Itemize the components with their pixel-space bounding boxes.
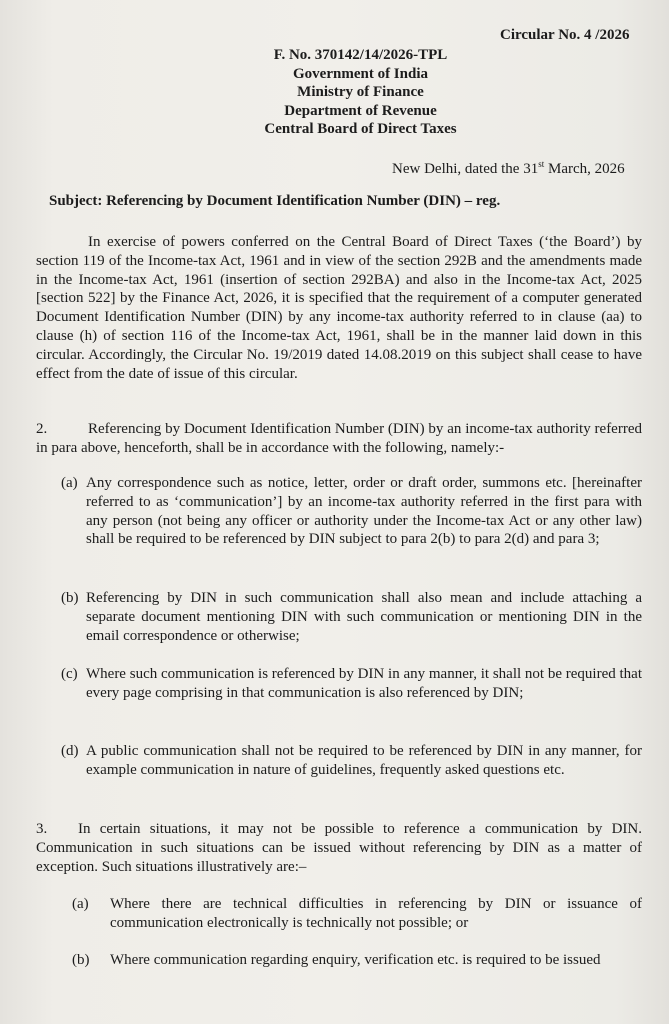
item-text: Any correspondence such as notice, letter, order or draft order, summons etc. [hereinafter referred to as ‘communication’] by an income-tax authority referred in the first para with any person (not being any officer or authority under the Income-tax Act or any other law) shall be required to be referenced by DIN subject to para 2(b) to para 2(d) and para 3; xyxy=(86,475,642,548)
item-text: Where communication regarding enquiry, verification etc. is required to be issued xyxy=(110,952,601,968)
paragraph-text: Referencing by Document Identification Number (DIN) by an income-tax authority referred in para above, henceforth, shall be in accordance with the following, namely:- xyxy=(36,421,642,456)
list-item xyxy=(61,474,642,549)
list-item xyxy=(61,589,642,645)
list-item xyxy=(72,895,642,933)
circular-number: Circular No. 4 /2026 xyxy=(500,27,630,43)
item-text: Where such communication is referenced by DIN in any manner, it shall not be required that every page comprising in that communication is also referenced by DIN; xyxy=(86,666,642,701)
item-label: (b) xyxy=(61,590,79,606)
header-board: Central Board of Direct Taxes xyxy=(264,121,457,137)
document-header xyxy=(0,46,669,139)
paragraph-number: 2. xyxy=(36,421,48,437)
item-label: (a) xyxy=(61,475,78,491)
subject-line: Subject: Referencing by Document Identification Number (DIN) – reg. xyxy=(49,193,501,209)
file-number: F. No. 370142/14/2026-TPL xyxy=(273,47,448,63)
paragraph-number: 3. xyxy=(36,821,48,837)
list-item xyxy=(61,665,642,703)
item-text: Referencing by DIN in such communication shall also mean and include attaching a separate document mentioning DIN with such communication or mentioning DIN in the email correspondence or otherwise; xyxy=(86,590,642,644)
item-text: Where there are technical difficulties in referencing by DIN or issuance of communication electronically is technically not possible; or xyxy=(110,896,642,931)
header-ministry: Ministry of Finance xyxy=(297,84,424,100)
issue-date xyxy=(392,159,625,178)
item-label: (c) xyxy=(61,666,78,682)
item-label: (b) xyxy=(72,952,90,968)
item-label: (d) xyxy=(61,743,79,759)
paragraph-2 xyxy=(36,420,642,458)
paragraph-1: In exercise of powers conferred on the Central Board of Direct Taxes (‘the Board’) by section 119 of the Income-tax Act, 1961 and in view of the section 292B and the amendments made in the Income-tax Act, 1961 (insertion of section 292BA) and also in the Income-tax Act, 2025 [section 522] by the Finance Act, 2026, it is specified that the requirement of a computer generated Document Identification Number (DIN) by any income-tax authority referred to in clause (aa) to clause (h) of section 116 of the Income-tax Act, 1961, shall be in the manner laid down in this circular. Accordingly, the Circular No. 19/2019 dated 14.08.2019 on this subject shall cease to have effect from the date of issue of this circular. xyxy=(36,234,642,382)
date-suffix: March, 2026 xyxy=(544,161,625,177)
date-ordinal: st xyxy=(538,159,545,169)
list-item xyxy=(61,742,642,780)
header-department: Department of Revenue xyxy=(284,102,437,119)
paragraph-text: In certain situations, it may not be possible to reference a communication by DIN. Communication in such situations can be issued without referencing by DIN as a matter of exception. Such situations illustratively are:– xyxy=(36,821,642,875)
list-item xyxy=(72,951,642,970)
date-prefix: New Delhi, dated the 31 xyxy=(392,161,539,177)
item-label: (a) xyxy=(72,896,89,912)
header-government: Government of India xyxy=(293,65,428,82)
item-text: A public communication shall not be required to be referenced by DIN in any manner, for example communication in nature of guidelines, frequently asked questions etc. xyxy=(86,743,642,778)
paragraph-3 xyxy=(36,820,642,876)
